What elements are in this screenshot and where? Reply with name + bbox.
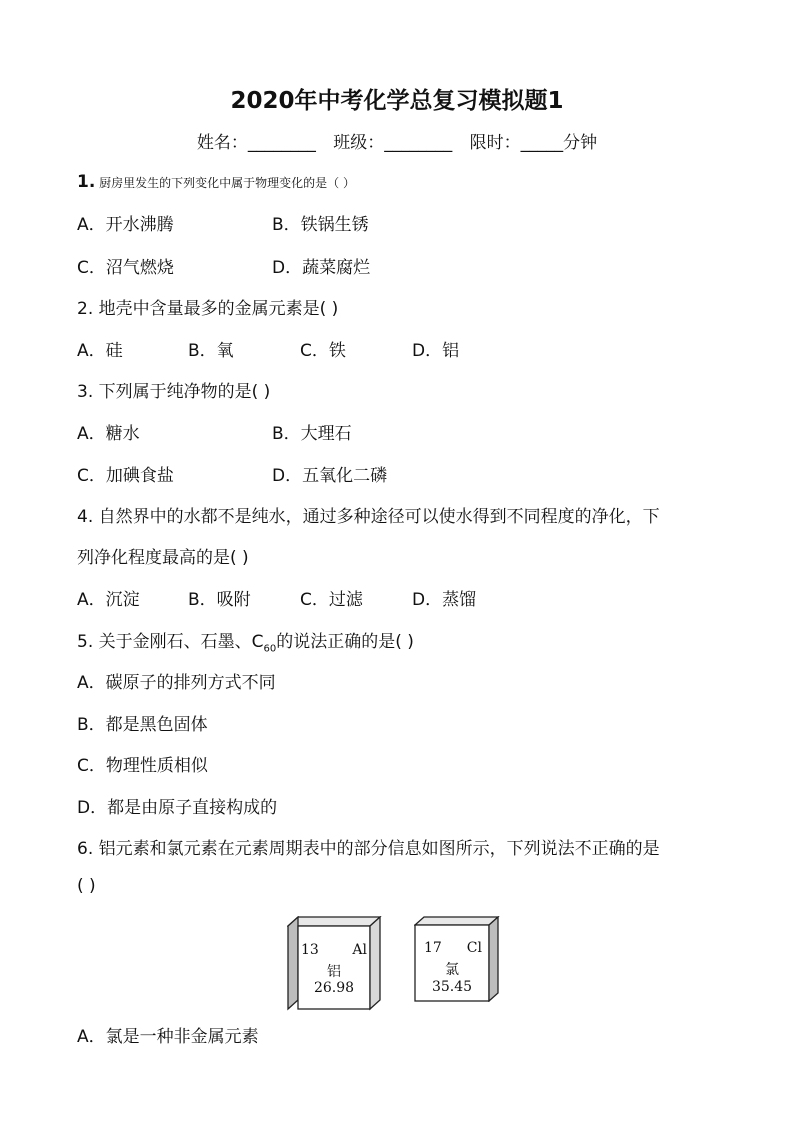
option-c: C．物理性质相似 — [77, 756, 208, 776]
option-c: C．加碘食盐 — [77, 466, 174, 486]
option-d: D．五氧化二磷 — [272, 466, 388, 486]
element-name: 氯 — [445, 962, 459, 978]
student-info — [0, 128, 794, 153]
question-number: 6. — [77, 839, 94, 859]
atomic-mass: 26.98 — [313, 980, 355, 996]
option-d: D．蒸馏 — [412, 590, 477, 610]
page-title: 2020年中考化学总复习模拟题1 — [230, 88, 564, 114]
question-text-b: 的说法正确的是( ) — [276, 632, 414, 652]
atomic-number: 13 — [301, 942, 319, 958]
question-4 — [77, 502, 660, 527]
option-b: B．都是黑色固体 — [77, 715, 208, 735]
question-number: 1. — [77, 172, 96, 192]
option-c: C．铁 — [300, 341, 346, 361]
question-text: 下列属于纯净物的是( ) — [98, 382, 271, 402]
question-text: 地壳中含量最多的金属元素是( ) — [98, 299, 339, 319]
question-text-a: 关于金刚石、石墨、C — [98, 632, 264, 652]
option-a: A．碳原子的排列方式不同 — [77, 673, 276, 693]
option-b: B．氧 — [188, 341, 234, 361]
option-a: A．糖水 — [77, 424, 140, 444]
question-6-continued: ( ) — [77, 876, 96, 896]
question-3 — [77, 377, 270, 402]
option-c: C．沼气燃烧 — [77, 258, 174, 278]
question-2 — [77, 294, 338, 319]
name-field-label: 姓名：________ — [196, 133, 316, 153]
question-number: 5. — [77, 632, 94, 652]
option-a: A．开水沸腾 — [77, 215, 174, 235]
question-5 — [77, 627, 414, 654]
question-number: 3. — [77, 382, 94, 402]
element-symbol: Cl — [466, 940, 482, 956]
option-d: D．蔬菜腐烂 — [272, 258, 371, 278]
option-b: B．铁锅生锈 — [272, 215, 369, 235]
option-c: C．过滤 — [300, 590, 363, 610]
question-number: 2. — [77, 299, 94, 319]
element-symbol: Al — [352, 942, 367, 958]
option-a: A．氯是一种非金属元素 — [77, 1027, 259, 1047]
time-field-label: 限时：_____分钟 — [469, 133, 598, 153]
element-tile-chlorine — [414, 916, 500, 1002]
option-d: D．铝 — [412, 341, 460, 361]
option-a: A．硅 — [77, 341, 123, 361]
option-a: A．沉淀 — [77, 590, 140, 610]
question-text: 自然界中的水都不是纯水，通过多种途径可以使水得到不同程度的净化，下 — [98, 507, 660, 527]
question-text: 厨房里发生的下列变化中属于物理变化的是（ ） — [99, 176, 355, 190]
question-6 — [77, 834, 660, 859]
class-field-label: 班级：________ — [333, 133, 453, 153]
subscript: 60 — [263, 643, 277, 655]
element-name: 铝 — [327, 964, 341, 980]
atomic-number: 17 — [424, 940, 442, 956]
question-text: 铝元素和氯元素在元素周期表中的部分信息如图所示，下列说法不正确的是 — [98, 839, 660, 859]
question-4-continued: 列净化程度最高的是( ) — [77, 548, 249, 568]
atomic-mass: 35.45 — [431, 979, 473, 995]
question-number: 4. — [77, 507, 94, 527]
question-1 — [77, 172, 355, 192]
element-tile-aluminum — [287, 916, 387, 1011]
option-d: D．都是由原子直接构成的 — [77, 798, 278, 818]
option-b: B．大理石 — [272, 424, 352, 444]
option-b: B．吸附 — [188, 590, 251, 610]
